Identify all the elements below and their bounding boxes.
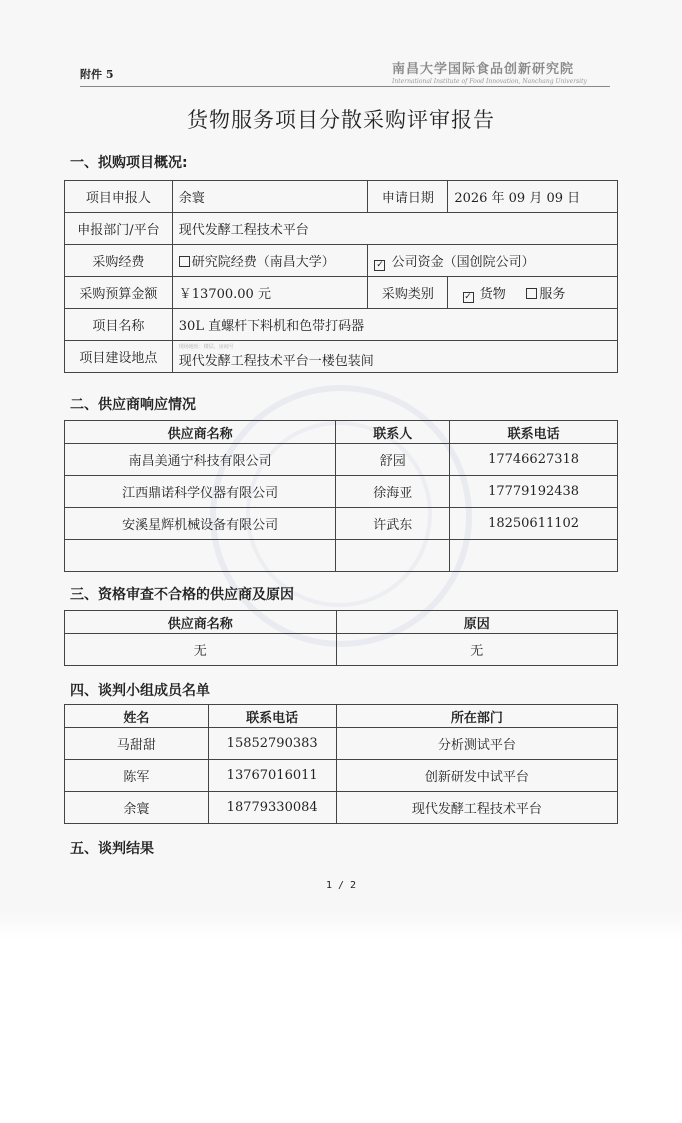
column-header: 原因 <box>336 611 618 634</box>
section3-heading: 三、资格审查不合格的供应商及原因 <box>70 587 294 603</box>
table-row <box>65 792 618 824</box>
table-row <box>65 508 618 540</box>
checked-box-icon[interactable]: ✓ <box>376 259 384 270</box>
fund-label: 采购经费 <box>65 245 173 277</box>
location-value: 现代发酵工程技术平台一楼包装间 <box>178 354 374 369</box>
member-name: 余寰 <box>65 792 209 824</box>
applicant-value: 余寰 <box>172 181 368 213</box>
header-rule <box>80 86 610 87</box>
column-header: 所在部门 <box>336 705 617 728</box>
table-row <box>65 245 618 277</box>
project-name-label: 项目名称 <box>65 309 173 341</box>
table-row <box>65 476 618 508</box>
column-header: 供应商名称 <box>65 611 337 634</box>
contact-phone: 17746627318 <box>450 444 618 476</box>
member-name: 陈军 <box>65 760 209 792</box>
fund-option-2-label: 公司资金（国创院公司） <box>391 254 535 270</box>
supplier-name: 南昌美通宁科技有限公司 <box>65 444 336 476</box>
table-row <box>65 728 618 760</box>
member-phone: 15852790383 <box>208 728 336 760</box>
project-name-value: 30L 直螺杆下料机和色带打码器 <box>172 309 617 341</box>
contact-phone: 17779192438 <box>450 476 618 508</box>
category-label: 采购类别 <box>368 277 448 309</box>
table-row <box>65 341 618 373</box>
budget-label: 采购预算金额 <box>65 277 173 309</box>
checkbox-icon[interactable] <box>179 256 190 267</box>
column-header: 联系电话 <box>450 421 618 444</box>
column-header: 联系人 <box>336 421 450 444</box>
attachment-label: 附件 5 <box>80 68 114 81</box>
logo-english: International Institute of Food Innovation, Nanchang University <box>392 78 587 85</box>
column-header: 联系电话 <box>208 705 336 728</box>
fund-option-1 <box>172 245 368 277</box>
category-options <box>448 277 618 309</box>
document-title: 货物服务项目分散采购评审报告 <box>187 108 495 132</box>
dept-label: 申报部门/平台 <box>65 213 173 245</box>
table-row <box>65 213 618 245</box>
table-row <box>65 540 618 572</box>
supplier-name: 江西鼎诺科学仪器有限公司 <box>65 476 336 508</box>
category-service-label: 服务 <box>539 286 566 302</box>
negotiation-team-table <box>64 704 618 824</box>
supplier-name: 安溪星辉机械设备有限公司 <box>65 508 336 540</box>
member-phone: 13767016011 <box>208 760 336 792</box>
institute-logo <box>392 58 607 85</box>
project-overview-table <box>64 180 618 373</box>
table-header-row <box>65 705 618 728</box>
logo-chinese: 南昌大学国际食品创新研究院 <box>392 62 575 77</box>
location-cell <box>172 341 617 373</box>
section4-heading: 四、谈判小组成员名单 <box>70 683 210 699</box>
member-department: 现代发酵工程技术平台 <box>336 792 617 824</box>
budget-value: ￥13700.00 元 <box>172 277 368 309</box>
contact-person: 徐海亚 <box>336 476 450 508</box>
table-row <box>65 444 618 476</box>
unqualified-suppliers-table <box>64 610 618 666</box>
checkbox-icon[interactable] <box>526 288 537 299</box>
section2-heading: 二、供应商响应情况 <box>70 397 196 413</box>
table-row <box>65 277 618 309</box>
category-goods-label: 货物 <box>479 286 506 302</box>
checked-box-icon[interactable]: ✓ <box>464 291 472 302</box>
column-header: 姓名 <box>65 705 209 728</box>
location-label: 项目建设地点 <box>65 341 173 373</box>
supplier-name: 无 <box>65 634 337 666</box>
table-row <box>65 760 618 792</box>
dept-value: 现代发酵工程技术平台 <box>172 213 617 245</box>
contact-person <box>336 540 450 572</box>
section1-heading: 一、拟购项目概况: <box>70 155 188 171</box>
contact-phone: 18250611102 <box>450 508 618 540</box>
member-department: 分析测试平台 <box>336 728 617 760</box>
applicant-label: 项目申报人 <box>65 181 173 213</box>
fund-option-2 <box>368 245 618 277</box>
section5-heading: 五、谈判结果 <box>70 841 154 857</box>
member-department: 创新研发中试平台 <box>336 760 617 792</box>
fund-option-1-label: 研究院经费（南昌大学） <box>191 255 335 270</box>
table-row <box>65 634 618 666</box>
contact-person: 许武东 <box>336 508 450 540</box>
supplier-name <box>65 540 336 572</box>
table-header-row <box>65 421 618 444</box>
reason: 无 <box>336 634 618 666</box>
date-value: 2026 年 09 月 09 日 <box>448 181 618 213</box>
supplier-response-table <box>64 420 618 572</box>
member-name: 马甜甜 <box>65 728 209 760</box>
member-phone: 18779330084 <box>208 792 336 824</box>
table-header-row <box>65 611 618 634</box>
contact-phone <box>450 540 618 572</box>
page-number: 1 / 2 <box>325 880 357 891</box>
table-row <box>65 181 618 213</box>
table-row <box>65 309 618 341</box>
contact-person: 舒园 <box>336 444 450 476</box>
column-header: 供应商名称 <box>65 421 336 444</box>
location-note: 现场地址：楼层、房间号 <box>178 344 234 350</box>
date-label: 申请日期 <box>368 181 448 213</box>
